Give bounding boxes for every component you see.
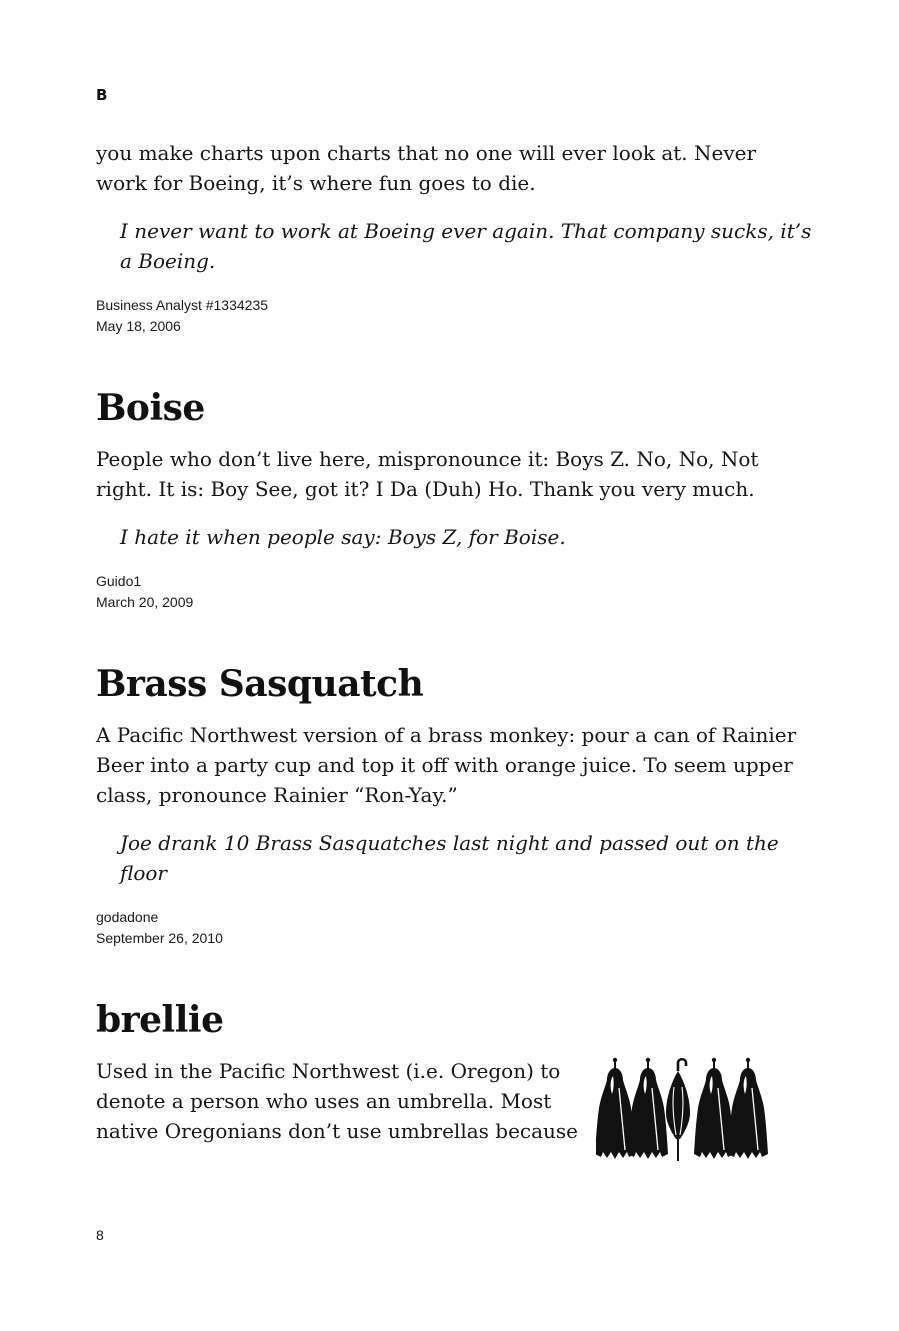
example-line: I never want to work at Boeing ever again. That company sucks, it’s — [120, 219, 812, 243]
entry-definition — [96, 1056, 578, 1146]
definition-line: People who don’t live here, mispronounce it: Boys Z. No, No, Not — [96, 447, 759, 471]
continued-attribution — [96, 295, 268, 337]
running-head: B — [96, 86, 108, 104]
continued-definition — [96, 138, 756, 198]
author: godadone — [96, 909, 159, 925]
date: March 20, 2009 — [96, 594, 194, 610]
author: Business Analyst #1334235 — [96, 297, 269, 313]
definition-line: A Pacific Northwest version of a brass monkey: pour a can of Rainier — [96, 723, 797, 747]
entry-attribution — [96, 571, 193, 613]
entry-example — [120, 522, 566, 552]
definition-line: right. It is: Boy See, got it? I Da (Duh) Ho. Thank you very much. — [96, 477, 755, 501]
entry-definition — [96, 444, 758, 504]
definition-line: denote a person who uses an umbrella. Most — [96, 1089, 552, 1113]
definition-line: work for Boeing, it’s where fun goes to die. — [96, 171, 536, 195]
example-line: floor — [120, 861, 167, 885]
entry-attribution — [96, 907, 223, 949]
definition-line: native Oregonians don’t use umbrellas because — [96, 1119, 579, 1143]
example-line: Joe drank 10 Brass Sasquatches last night and passed out on the — [120, 831, 779, 855]
definition-line: you make charts upon charts that no one will ever look at. Never — [96, 141, 757, 165]
entry-example — [120, 828, 779, 888]
example-line: a Boeing. — [120, 249, 216, 273]
author: Guido1 — [96, 573, 142, 589]
date: September 26, 2010 — [96, 930, 223, 946]
definition-line: Used in the Pacific Northwest (i.e. Oregon) to — [96, 1059, 561, 1083]
entry-headword: Boise — [96, 387, 205, 429]
hanging-raincoats-and-umbrella-icon — [596, 1055, 768, 1165]
definition-line: class, pronounce Rainier “Ron-Yay.” — [96, 783, 458, 807]
date: May 18, 2006 — [96, 318, 181, 334]
continued-example — [120, 216, 811, 276]
entry-definition — [96, 720, 796, 810]
page-number: 8 — [96, 1227, 104, 1243]
example-line: I hate it when people say: Boys Z, for Boise. — [120, 525, 566, 549]
entry-headword: brellie — [96, 999, 224, 1041]
entry-headword: Brass Sasquatch — [96, 663, 424, 705]
definition-line: Beer into a party cup and top it off with orange juice. To seem upper — [96, 753, 793, 777]
